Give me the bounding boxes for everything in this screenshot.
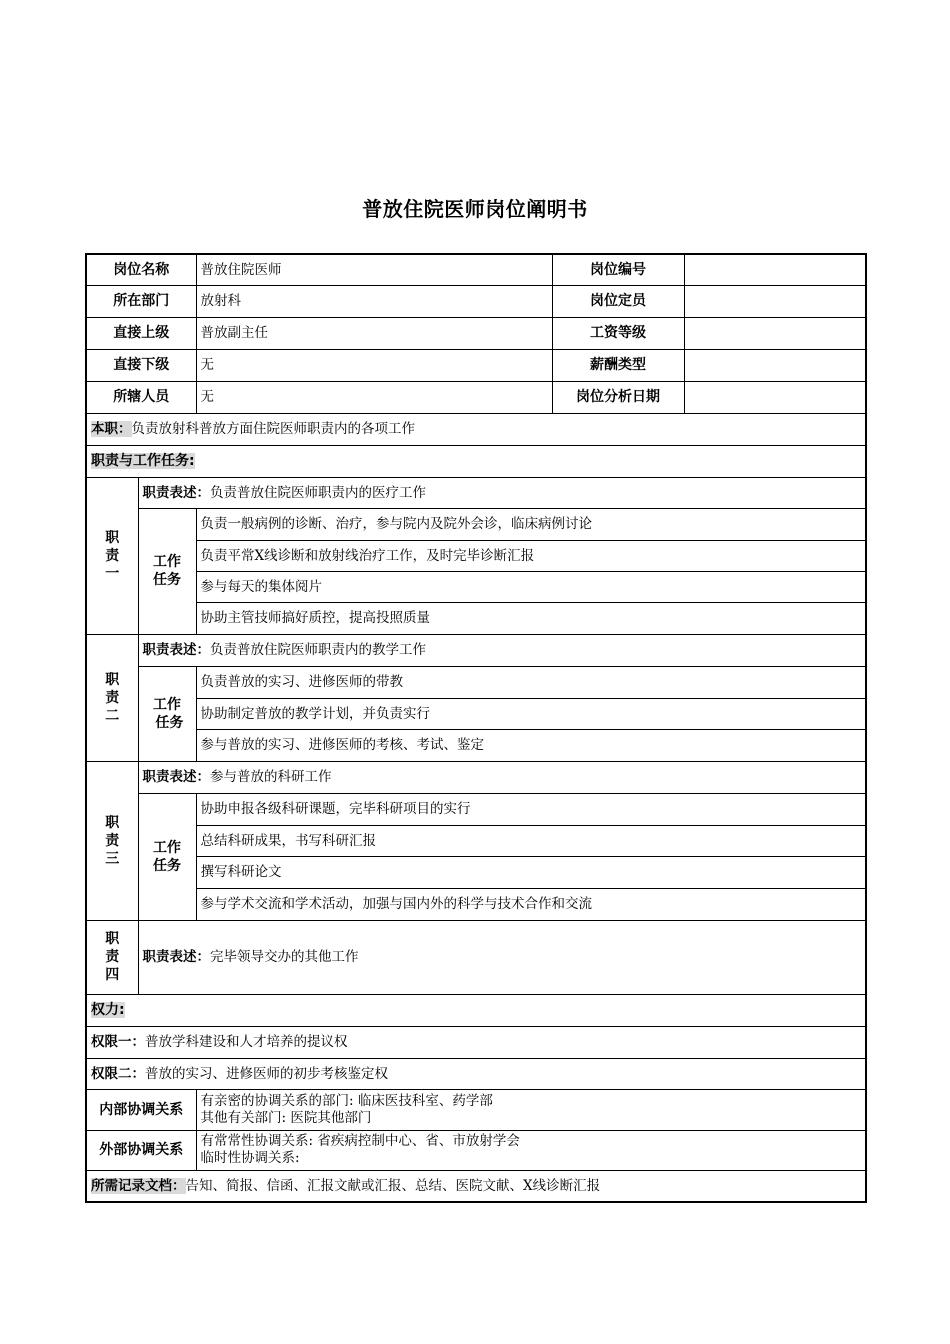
- duty-3-desc-row: [86, 761, 866, 793]
- duty-desc-text: 负责普放住院医师职责内的医疗工作: [210, 484, 426, 501]
- task-item: 负责一般病例的诊断、治疗，参与院内及院外会诊，临床病例讨论: [196, 508, 866, 540]
- task-row: [86, 729, 866, 761]
- power-header-cell: [86, 994, 866, 1026]
- docs-text: 告知、简报、信函、汇报文献或汇报、总结、医院文献、X线诊断汇报: [185, 1177, 601, 1194]
- internal-relations-line-2: 其他有关部门: 医院其他部门: [200, 1109, 372, 1126]
- info-label-2: 岗位定员: [552, 285, 684, 317]
- task-item: 总结科研成果，书写科研汇报: [196, 825, 866, 856]
- power-label: 权限一：: [91, 1034, 145, 1050]
- core-duty-text: 负责放射科普放方面住院医师职责内的各项工作: [131, 421, 415, 437]
- duty-4-desc-row: [86, 920, 866, 994]
- internal-relations-cell: [196, 1089, 866, 1130]
- power-item: [86, 1058, 866, 1089]
- info-value-2: [684, 317, 866, 349]
- duty-1-task-label: 工作 任务: [138, 508, 196, 634]
- power-row: [86, 1026, 866, 1058]
- info-row: [86, 254, 866, 285]
- task-item: 协助申报各级科研课题，完毕科研项目的实行: [196, 793, 866, 825]
- info-value-2: [684, 381, 866, 413]
- duty-desc-label: 职责表述：: [142, 642, 210, 658]
- docs-row: [86, 1170, 866, 1202]
- duties-header-row: [86, 445, 866, 477]
- core-duty-row: [86, 413, 866, 445]
- duty-3-name: 职 责 三: [86, 761, 138, 920]
- duty-3-desc-cell: [138, 761, 866, 793]
- task-row: [86, 825, 866, 856]
- duty-desc-label: 职责表述：: [142, 949, 210, 965]
- info-value: 放射科: [196, 285, 552, 317]
- core-duty-cell: [86, 413, 866, 445]
- duty-1-name: 职 责 一: [86, 477, 138, 634]
- power-row: [86, 1058, 866, 1089]
- info-value: 无: [196, 381, 552, 413]
- task-item: 协助主管技师搞好质控，提高投照质量: [196, 602, 866, 634]
- external-relations-cell: [196, 1130, 866, 1170]
- duty-2-task-label: 工作 任务: [138, 666, 196, 761]
- duty-2-name: 职 责 二: [86, 634, 138, 761]
- info-row: [86, 317, 866, 349]
- task-row: [86, 540, 866, 571]
- duty-desc-label: 职责表述：: [142, 769, 210, 785]
- duty-1-desc-row: [86, 477, 866, 508]
- info-row: [86, 349, 866, 381]
- info-label-2: 工资等级: [552, 317, 684, 349]
- task-item: 参与每天的集体阅片: [196, 571, 866, 602]
- info-value: 无: [196, 349, 552, 381]
- external-relations-line-1: 有常常性协调关系: 省疾病控制中心、省、市放射学会: [200, 1133, 520, 1149]
- info-label: 直接下级: [86, 349, 196, 381]
- task-row: [86, 698, 866, 729]
- info-label-2: 岗位分析日期: [552, 381, 684, 413]
- task-row: [86, 571, 866, 602]
- info-row: [86, 381, 866, 413]
- power-label: 权限二：: [91, 1065, 145, 1082]
- external-relations-line-2: 临时性协调关系:: [200, 1150, 300, 1166]
- info-value-2: [684, 285, 866, 317]
- power-header-row: [86, 994, 866, 1026]
- task-row: [86, 856, 866, 888]
- power-header: 权力:: [91, 1002, 125, 1018]
- duty-4-desc-cell: [138, 920, 866, 994]
- info-label-2: 薪酬类型: [552, 349, 684, 381]
- duty-1-desc-cell: [138, 477, 866, 508]
- info-value-2: [684, 254, 866, 285]
- task-item: 负责普放的实习、进修医师的带教: [196, 666, 866, 698]
- duty-desc-label: 职责表述：: [142, 484, 210, 501]
- duty-3-task-label: 工作 任务: [138, 793, 196, 920]
- info-value-2: [684, 349, 866, 381]
- task-item: 参与学术交流和学术活动，加强与国内外的科学与技术合作和交流: [196, 888, 866, 920]
- core-duty-label: 本职：: [91, 421, 132, 437]
- duty-desc-text: 参与普放的科研工作: [210, 769, 332, 785]
- duty-desc-text: 完毕领导交办的其他工作: [210, 949, 359, 965]
- duty-desc-text: 负责普放住院医师职责内的教学工作: [210, 642, 426, 658]
- info-row: [86, 285, 866, 317]
- duties-header: 职责与工作任务:: [91, 453, 195, 469]
- docs-label: 所需记录文档：: [91, 1177, 186, 1194]
- task-item: 参与普放的实习、进修医师的考核、考试、鉴定: [196, 729, 866, 761]
- docs-cell: [86, 1170, 866, 1202]
- info-value: 普放住院医师: [196, 254, 552, 285]
- power-text: 普放学科建设和人才培养的提议权: [145, 1034, 348, 1050]
- duty-2-desc-cell: [138, 634, 866, 666]
- info-label: 岗位名称: [86, 254, 196, 285]
- task-row: [86, 793, 866, 825]
- info-value: 普放副主任: [196, 317, 552, 349]
- task-row: [86, 508, 866, 540]
- internal-relations-line-1: 有亲密的协调关系的部门: 临床医技科室、药学部: [200, 1092, 493, 1109]
- info-label: 直接上级: [86, 317, 196, 349]
- internal-relations-label: 内部协调关系: [86, 1089, 196, 1130]
- power-text: 普放的实习、进修医师的初步考核鉴定权: [145, 1065, 388, 1082]
- info-label: 所在部门: [86, 285, 196, 317]
- task-item: 负责平常X线诊断和放射线治疗工作，及时完毕诊断汇报: [196, 540, 866, 571]
- info-label-2: 岗位编号: [552, 254, 684, 285]
- external-relations-label: 外部协调关系: [86, 1130, 196, 1170]
- task-row: [86, 888, 866, 920]
- duties-header-cell: [86, 445, 866, 477]
- info-label: 所辖人员: [86, 381, 196, 413]
- duty-4-name: 职 责 四: [86, 920, 138, 994]
- job-description-table: [85, 253, 867, 1203]
- page-title: 普放住院医师岗位阐明书: [362, 197, 588, 221]
- power-item: [86, 1026, 866, 1058]
- task-item: 撰写科研论文: [196, 856, 866, 888]
- duty-2-desc-row: [86, 634, 866, 666]
- external-relations-row: [86, 1130, 866, 1170]
- task-row: [86, 602, 866, 634]
- internal-relations-row: [86, 1089, 866, 1130]
- task-row: [86, 666, 866, 698]
- task-item: 协助制定普放的教学计划，并负责实行: [196, 698, 866, 729]
